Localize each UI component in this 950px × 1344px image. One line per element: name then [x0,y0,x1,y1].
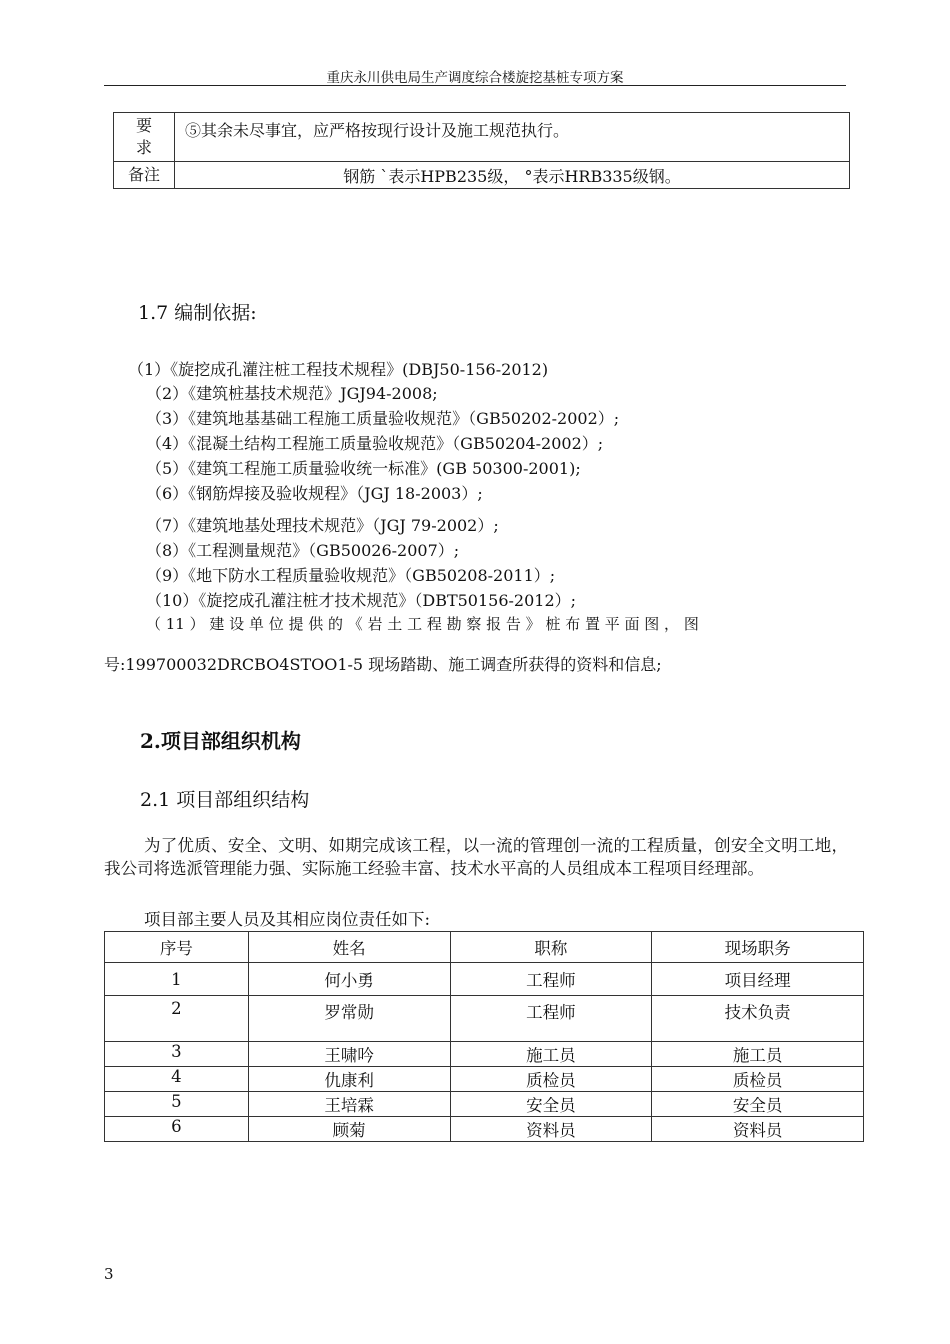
header-name: 姓名 [248,932,450,963]
reference-item-4: （4）《混凝土结构工程施工质量验收规范》（GB50204-2002）; [146,434,604,453]
staff-table-header-row [105,932,864,963]
row-name: 王啸吟 [248,1042,450,1067]
row-index: 5 [105,1092,249,1117]
reference-item-6: （6）《钢筋焊接及验收规程》（JGJ 18-2003）; [146,484,483,503]
row-role: 资料员 [652,1117,864,1142]
requirements-label: 要求 [135,116,152,157]
row-index: 6 [105,1117,249,1142]
reference-item-5: （5）《建筑工程施工质量验收统一标准》(GB 50300-2001); [146,459,581,478]
row-name: 何小勇 [248,963,450,996]
row-name: 王培霖 [248,1092,450,1117]
reference-item-1: （1）《旋挖成孔灌注桩工程技术规程》(DBJ50-156-2012) [128,360,549,379]
remarks-content: 钢筋 ˋ表示HPB235级， °表示HRB335级钢。 [175,162,850,189]
row-role: 质检员 [652,1067,864,1092]
reference-item-3: （3）《建筑地基基础工程施工质量验收规范》（GB50202-2002）; [146,409,620,428]
reference-item-9: （9）《地下防水工程质量验收规范》（GB50208-2011）; [146,566,556,585]
section-2-1-paragraph: 为了优质、安全、文明、如期完成该工程，以一流的管理创一流的工程质量，创安全文明工地，我公司将选派管理能力强、实际施工经验丰富、技术水平高的人员组成本工程项目经理部。 [104,836,848,878]
row-title: 工程师 [450,996,652,1042]
row-title: 安全员 [450,1092,652,1117]
staff-table-intro: 项目部主要人员及其相应岗位责任如下: [144,910,431,929]
row-title: 质检员 [450,1067,652,1092]
requirements-content: ⑤其余未尽事宜，应严格按现行设计及施工规范执行。 [175,113,850,162]
requirements-label-cell [114,113,175,162]
row-index: 4 [105,1067,249,1092]
table-row [105,1042,864,1067]
table-row [105,1067,864,1092]
row-title: 资料员 [450,1117,652,1142]
section-1-7-title: 1.7 编制依据: [138,302,257,324]
header-index: 序号 [105,932,249,963]
requirements-table [113,112,850,189]
table-row [105,996,864,1042]
row-name: 罗常勋 [248,996,450,1042]
header-title: 职称 [450,932,652,963]
reference-item-8: （8）《工程测量规范》（GB50026-2007）; [146,541,460,560]
reference-item-11-continued: 号:199700032DRCBO4STOO1-5 现场踏勘、施工调查所获得的资料和信息; [104,655,662,674]
row-role: 安全员 [652,1092,864,1117]
row-index: 3 [105,1042,249,1067]
reference-item-10: （10）《旋挖成孔灌注桩才技术规范》（DBT50156-2012）; [146,591,577,610]
table-row [105,1092,864,1117]
row-role: 施工员 [652,1042,864,1067]
row-name: 仇康利 [248,1067,450,1092]
table-row [105,963,864,996]
row-title: 工程师 [450,963,652,996]
section-2-1-title: 2.1 项目部组织结构 [140,789,310,811]
header-divider [104,85,846,86]
table-row [105,1117,864,1142]
row-role: 项目经理 [652,963,864,996]
reference-item-2: （2）《建筑桩基技术规范》JGJ94-2008; [146,384,438,403]
row-index: 1 [105,963,249,996]
staff-table [104,931,864,1142]
row-index: 2 [105,996,249,1042]
remarks-label: 备注 [114,162,175,189]
page-header-title: 重庆永川供电局生产调度综合楼旋挖基桩专项方案 [326,70,624,86]
reference-item-11: （ 11 ） 建 设 单 位 提 供 的 《 岩 土 工 程 勘 察 报 告 》 桩 布 置 平 面 图 ， 图 [146,615,699,633]
section-2-title: 2.项目部组织机构 [140,729,301,753]
row-title: 施工员 [450,1042,652,1067]
reference-item-7: （7）《建筑地基处理技术规范》（JGJ 79-2002）; [146,516,499,535]
row-role: 技术负责 [652,996,864,1042]
row-name: 顾菊 [248,1117,450,1142]
page-number: 3 [104,1265,114,1283]
header-role: 现场职务 [652,932,864,963]
